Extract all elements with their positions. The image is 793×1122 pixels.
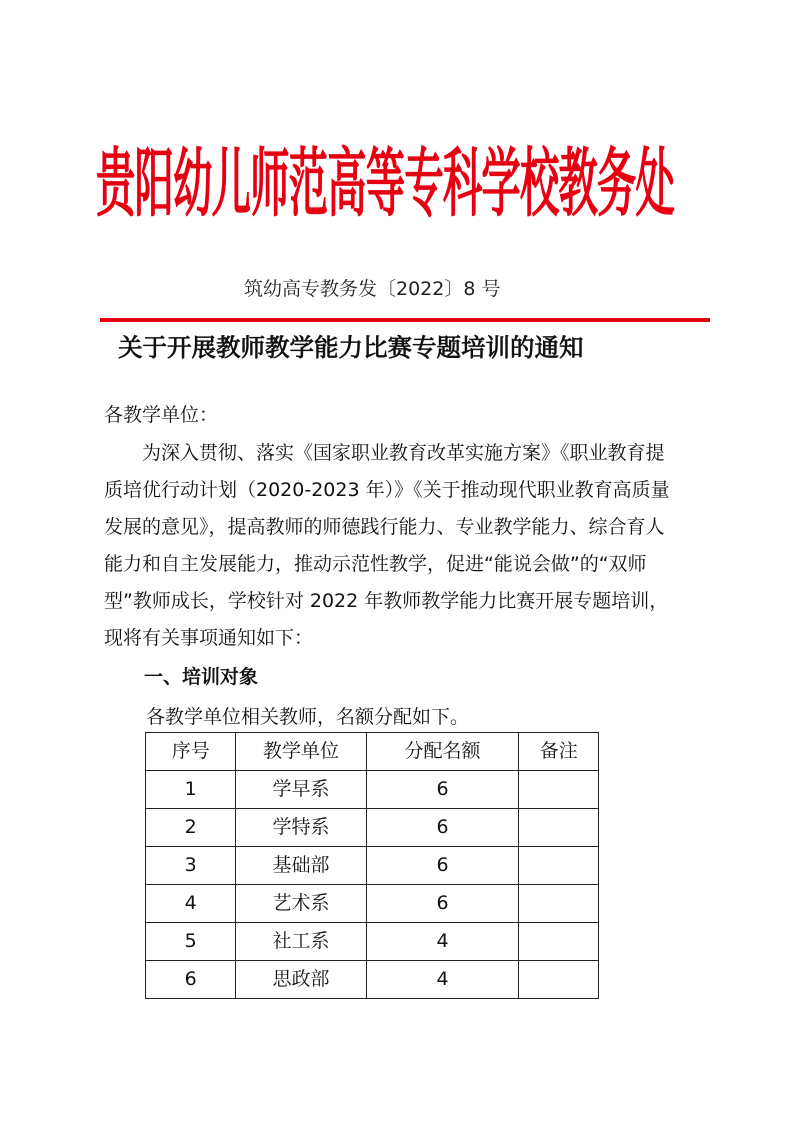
cell-remarks bbox=[519, 771, 599, 809]
section-heading-training-target: 一、培训对象 bbox=[144, 666, 259, 688]
body-paragraph-line: 现将有关事项通知如下： bbox=[104, 627, 314, 649]
cell-remarks bbox=[519, 809, 599, 847]
body-paragraph-line: 能力和自主发展能力，推动示范性教学，促进“能说会做”的“双师 bbox=[104, 553, 647, 575]
body-paragraph-line: 型”教师成长，学校针对 2022 年教师教学能力比赛开展专题培训， bbox=[104, 590, 669, 612]
issuing-office-title: 贵阳幼儿师范高等专科学校教务处 bbox=[96, 140, 675, 228]
cell-allocated-quota: 6 bbox=[366, 771, 519, 809]
cell-serial-number: 5 bbox=[146, 923, 236, 961]
cell-allocated-quota: 4 bbox=[366, 923, 519, 961]
cell-teaching-unit: 学早系 bbox=[236, 771, 366, 809]
quota-allocation-table bbox=[145, 732, 599, 999]
cell-serial-number: 6 bbox=[146, 961, 236, 999]
cell-serial-number: 2 bbox=[146, 809, 236, 847]
header-allocated-quota: 分配名额 bbox=[366, 733, 519, 771]
table-row bbox=[146, 961, 599, 999]
cell-serial-number: 1 bbox=[146, 771, 236, 809]
cell-teaching-unit: 基础部 bbox=[236, 847, 366, 885]
document-number: 筑幼高专教务发〔2022〕8 号 bbox=[244, 278, 501, 300]
cell-remarks bbox=[519, 885, 599, 923]
body-paragraph-line: 发展的意见》，提高教师的师德践行能力、专业教学能力、综合育人 bbox=[104, 516, 665, 538]
cell-allocated-quota: 6 bbox=[366, 847, 519, 885]
salutation: 各教学单位： bbox=[104, 404, 219, 426]
cell-remarks bbox=[519, 961, 599, 999]
body-paragraph-line: 质培优行动计划（2020-2023 年）》《关于推动现代职业教育高质量 bbox=[104, 479, 670, 501]
cell-remarks bbox=[519, 923, 599, 961]
header-remarks: 备注 bbox=[519, 733, 599, 771]
cell-allocated-quota: 6 bbox=[366, 885, 519, 923]
table-header-row bbox=[146, 733, 599, 771]
cell-teaching-unit: 社工系 bbox=[236, 923, 366, 961]
header-serial-number: 序号 bbox=[146, 733, 236, 771]
cell-allocated-quota: 6 bbox=[366, 809, 519, 847]
cell-teaching-unit: 学特系 bbox=[236, 809, 366, 847]
cell-serial-number: 3 bbox=[146, 847, 236, 885]
cell-remarks bbox=[519, 847, 599, 885]
body-paragraph-line: 为深入贯彻、落实《国家职业教育改革实施方案》《职业教育提 bbox=[104, 442, 665, 464]
notice-title: 关于开展教师教学能力比赛专题培训的通知 bbox=[118, 333, 584, 362]
table-row bbox=[146, 809, 599, 847]
table-row bbox=[146, 923, 599, 961]
cell-serial-number: 4 bbox=[146, 885, 236, 923]
cell-teaching-unit: 思政部 bbox=[236, 961, 366, 999]
red-divider-line bbox=[100, 318, 710, 322]
table-row bbox=[146, 847, 599, 885]
cell-teaching-unit: 艺术系 bbox=[236, 885, 366, 923]
header-teaching-unit: 教学单位 bbox=[236, 733, 366, 771]
section-text-quota-intro: 各教学单位相关教师，名额分配如下。 bbox=[146, 706, 470, 728]
table-row bbox=[146, 771, 599, 809]
table-row bbox=[146, 885, 599, 923]
cell-allocated-quota: 4 bbox=[366, 961, 519, 999]
